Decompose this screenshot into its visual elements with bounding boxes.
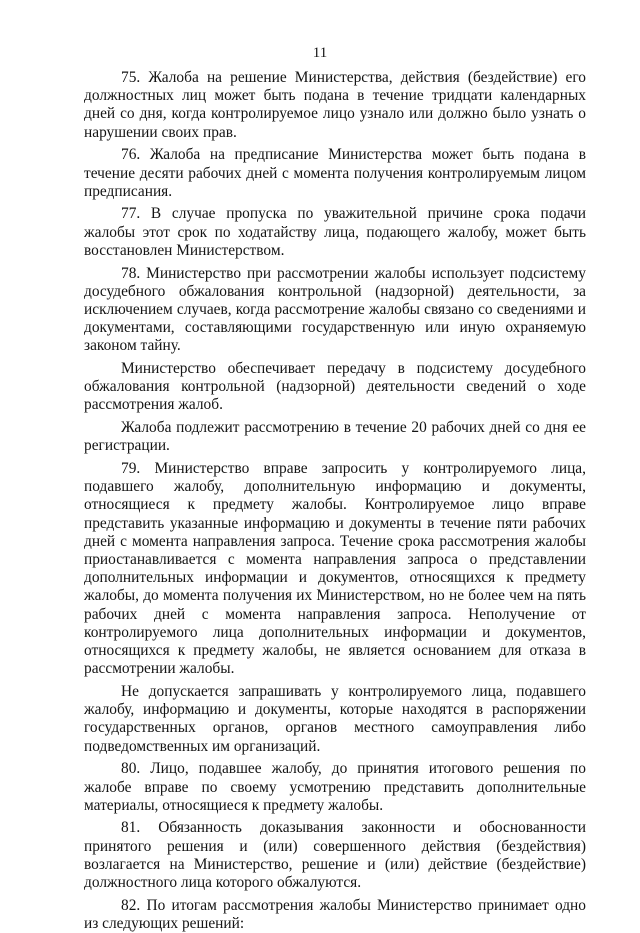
paragraph-81: 81. Обязанность доказывания законности и обоснованности принятого решения и (или) совершенного действия (бездействия) возлагается на Министерство, решение и (или) действие (бездействие) должностного лица которого обжалуются.	[84, 819, 586, 892]
paragraph-80: 80. Лицо, подавшее жалобу, до принятия итогового решения по жалобе вправе по своему усмотрению представить дополнительные материалы, относящиеся к предмету жалобы.	[84, 760, 586, 814]
paragraph-76: 76. Жалоба на предписание Министерства может быть подана в течение десяти рабочих дней с момента получения контролируемым лицом предписания.	[84, 146, 586, 200]
paragraph-78: 78. Министерство при рассмотрении жалобы использует подсистему досудебного обжалования контрольной (надзорной) деятельности, за исключением случаев, когда рассмотрение жалобы связано со сведениями и документами, составляющими государственную или иную охраняемую законом тайну.	[84, 264, 586, 355]
paragraph-79-restriction: Не допускается запрашивать у контролируемого лица, подавшего жалобу, информацию и документы, которые находятся в распоряжении государственных органов, органов местного самоуправления либо подведомственных им организаций.	[84, 683, 586, 755]
paragraph-78-term: Жалоба подлежит рассмотрению в течение 20 рабочих дней со дня ее регистрации.	[84, 419, 586, 455]
paragraph-77: 77. В случае пропуска по уважительной причине срока подачи жалобы этот срок по ходатайству лица, подающего жалобу, может быть восстановлен Министерством.	[84, 205, 586, 259]
document-body	[84, 69, 586, 933]
paragraph-79: 79. Министерство вправе запросить у контролируемого лица, подавшего жалобу, дополнительную информацию и документы, относящиеся к предмету жалобы. Контролируемое лицо вправе представить указанные информацию и документы в течение пяти рабочих дней с момента направления запроса. Течение срока рассмотрения жалобы приостанавливается с момента направления запроса о представлении дополнительных информации и документов, относящихся к предмету жалобы, до момента получения их Министерством, но не более чем на пять рабочих дней с момента направления запроса. Неполучение от контролируемого лица дополнительных информации и документов, относящихся к предмету жалобы, не является основанием для отказа в рассмотрении жалобы.	[84, 460, 586, 678]
paragraph-75: 75. Жалоба на решение Министерства, действия (бездействие) его должностных лиц может быть подана в течение тридцати календарных дней со дня, когда контролируемое лицо узнало или должно было узнать о нарушении своих прав.	[84, 69, 586, 141]
page-number: 11	[312, 45, 328, 61]
paragraph-82: 82. По итогам рассмотрения жалобы Министерство принимает одно из следующих решений:	[84, 896, 586, 932]
paragraph-78-transfer: Министерство обеспечивает передачу в подсистему досудебного обжалования контрольной (надзорной) деятельности сведений о ходе рассмотрения жалоб.	[84, 360, 586, 414]
